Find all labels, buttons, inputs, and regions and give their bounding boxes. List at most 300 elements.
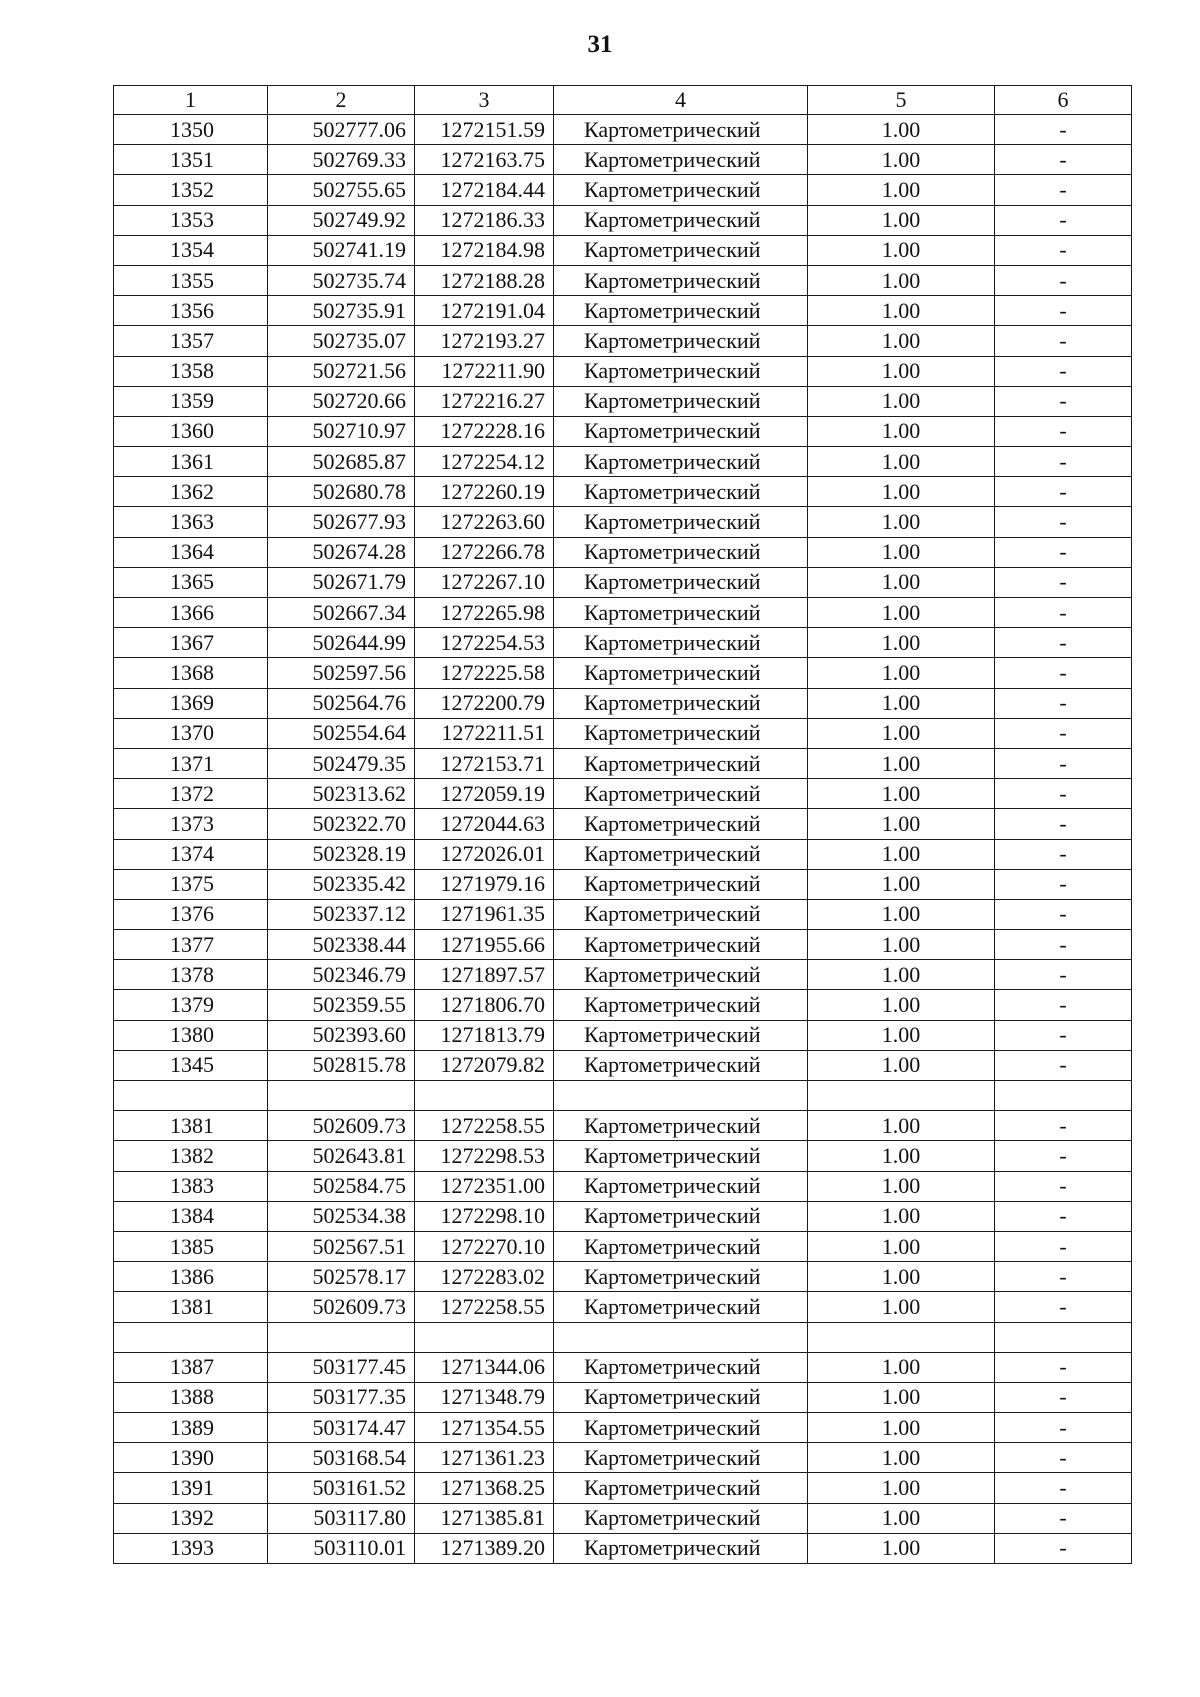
table-cell-col-4: Картометрический [554,175,808,205]
table-cell-col-3: 1272254.12 [415,447,554,477]
table-cell-col-5: 1.00 [808,1443,995,1473]
table-cell-col-5: 1.00 [808,899,995,929]
table-cell-col-3: 1272258.55 [415,1111,554,1141]
table-cell-col-3: 1272153.71 [415,748,554,778]
table-cell-col-5: 1.00 [808,386,995,416]
table-cell-col-4: Картометрический [554,1292,808,1322]
table-row [114,960,1132,990]
table-cell-col-2: 502674.28 [268,537,415,567]
table-cell-col-1: 1370 [114,718,268,748]
table-cell-col-3: 1272163.75 [415,145,554,175]
table-row [114,235,1132,265]
table-cell-col-1: 1365 [114,567,268,597]
table-cell-col-4: Картометрический [554,1201,808,1231]
table-cell-col-1: 1360 [114,416,268,446]
table-cell-col-2 [268,1322,415,1352]
table-cell-col-1: 1351 [114,145,268,175]
table-cell-col-4 [554,1081,808,1111]
table-row [114,1292,1132,1322]
table-cell-col-4: Картометрический [554,205,808,235]
table-cell-col-6: - [995,1111,1132,1141]
table-row [114,1050,1132,1080]
column-header-3: 3 [415,86,554,115]
table-cell-col-1: 1393 [114,1533,268,1563]
table-cell-col-6: - [995,598,1132,628]
table-cell-col-4: Картометрический [554,718,808,748]
table-cell-col-4: Картометрический [554,1141,808,1171]
table-cell-col-4: Картометрический [554,537,808,567]
table-cell-col-4: Картометрический [554,688,808,718]
table-cell-col-5: 1.00 [808,628,995,658]
table-cell-col-6: - [995,1262,1132,1292]
table-cell-col-3: 1271361.23 [415,1443,554,1473]
table-cell-col-2: 502313.62 [268,779,415,809]
table-cell-col-1: 1358 [114,356,268,386]
table-cell-col-1: 1386 [114,1262,268,1292]
table-row [114,839,1132,869]
table-cell-col-6: - [995,1020,1132,1050]
table-cell-col-2: 502671.79 [268,567,415,597]
table-cell-col-3: 1272283.02 [415,1262,554,1292]
table-row [114,658,1132,688]
table-cell-col-5: 1.00 [808,839,995,869]
table-cell-col-2: 502567.51 [268,1231,415,1261]
table-row [114,296,1132,326]
table-cell-col-5: 1.00 [808,1533,995,1563]
table-cell-col-1: 1390 [114,1443,268,1473]
table-cell-col-4: Картометрический [554,899,808,929]
table-cell-col-5: 1.00 [808,658,995,688]
table-cell-col-6: - [995,1382,1132,1412]
table-cell-col-3: 1272265.98 [415,598,554,628]
table-cell-col-2: 502328.19 [268,839,415,869]
table-cell-col-2: 502534.38 [268,1201,415,1231]
table-row [114,1111,1132,1141]
table-cell-col-4: Картометрический [554,447,808,477]
table-cell-col-3: 1271354.55 [415,1413,554,1443]
table-cell-col-5: 1.00 [808,537,995,567]
table-cell-col-6: - [995,930,1132,960]
table-cell-col-1: 1355 [114,265,268,295]
table-row [114,718,1132,748]
table-cell-col-5: 1.00 [808,416,995,446]
table-cell-col-5: 1.00 [808,598,995,628]
table-cell-col-2: 502564.76 [268,688,415,718]
table-cell-col-2: 502667.34 [268,598,415,628]
table-row [114,628,1132,658]
table-cell-col-2: 503117.80 [268,1503,415,1533]
table-cell-col-1: 1387 [114,1352,268,1382]
table-cell-col-2: 502644.99 [268,628,415,658]
table-row [114,447,1132,477]
table-cell-col-6: - [995,1533,1132,1563]
table-cell-col-1: 1380 [114,1020,268,1050]
table-cell-col-6: - [995,567,1132,597]
table-cell-col-2: 502335.42 [268,869,415,899]
table-cell-col-5: 1.00 [808,1201,995,1231]
table-row [114,930,1132,960]
table-cell-col-4: Картометрический [554,1413,808,1443]
table-cell-col-5: 1.00 [808,1292,995,1322]
table-row [114,1413,1132,1443]
table-cell-col-4: Картометрический [554,1533,808,1563]
table-row [114,1201,1132,1231]
table-cell-col-5 [808,1081,995,1111]
table-cell-col-4: Картометрический [554,598,808,628]
table-row [114,748,1132,778]
table-cell-col-6: - [995,1413,1132,1443]
table-cell-col-6: - [995,326,1132,356]
table-cell-col-4: Картометрический [554,658,808,688]
table-cell-col-5: 1.00 [808,1473,995,1503]
table-cell-col-1: 1359 [114,386,268,416]
table-cell-col-5: 1.00 [808,567,995,597]
table-row [114,990,1132,1020]
table-cell-col-1: 1392 [114,1503,268,1533]
table-cell-col-5: 1.00 [808,1413,995,1443]
table-cell-col-3: 1272211.90 [415,356,554,386]
table-cell-col-1: 1364 [114,537,268,567]
table-cell-col-1: 1361 [114,447,268,477]
table-cell-col-6: - [995,779,1132,809]
table-cell-col-6: - [995,1201,1132,1231]
table-cell-col-4: Картометрический [554,145,808,175]
table-row [114,115,1132,145]
table-cell-col-6: - [995,658,1132,688]
table-cell-col-3: 1272254.53 [415,628,554,658]
table-cell-col-1: 1376 [114,899,268,929]
table-row [114,1020,1132,1050]
table-cell-col-4: Картометрический [554,296,808,326]
table-cell-col-4: Картометрический [554,990,808,1020]
table-row [114,265,1132,295]
table-cell-col-2: 502755.65 [268,175,415,205]
table-cell-col-2: 503177.45 [268,1352,415,1382]
table-cell-col-5: 1.00 [808,779,995,809]
table-cell-col-1: 1367 [114,628,268,658]
table-cell-col-3: 1272200.79 [415,688,554,718]
table-cell-col-1: 1389 [114,1413,268,1443]
table-cell-col-2 [268,1081,415,1111]
table-row [114,1473,1132,1503]
table-row [114,598,1132,628]
column-header-1: 1 [114,86,268,115]
table-row [114,1171,1132,1201]
table-cell-col-2: 502680.78 [268,477,415,507]
table-cell-col-6: - [995,115,1132,145]
table-cell-col-5: 1.00 [808,1352,995,1382]
table-cell-col-3: 1271961.35 [415,899,554,929]
table-cell-col-2: 502777.06 [268,115,415,145]
table-row [114,1443,1132,1473]
table-row [114,688,1132,718]
table-cell-col-5: 1.00 [808,507,995,537]
table-cell-col-6: - [995,839,1132,869]
table-cell-col-1: 1388 [114,1382,268,1412]
table-cell-col-4: Картометрический [554,809,808,839]
table-cell-col-5 [808,1322,995,1352]
table-cell-col-3: 1272270.10 [415,1231,554,1261]
table-cell-col-3: 1272044.63 [415,809,554,839]
table-cell-col-6: - [995,205,1132,235]
table-cell-col-5: 1.00 [808,1382,995,1412]
table-cell-col-2: 502677.93 [268,507,415,537]
table-cell-col-1: 1377 [114,930,268,960]
table-row [114,1231,1132,1261]
table-cell-col-4: Картометрический [554,1111,808,1141]
table-cell-col-1: 1383 [114,1171,268,1201]
table-cell-col-3: 1272191.04 [415,296,554,326]
table-cell-col-3: 1272211.51 [415,718,554,748]
table-cell-col-6: - [995,1231,1132,1261]
table-cell-col-5: 1.00 [808,1171,995,1201]
table-cell-col-4: Картометрический [554,265,808,295]
table-row [114,899,1132,929]
table-cell-col-5: 1.00 [808,869,995,899]
table-cell-col-5: 1.00 [808,990,995,1020]
table-cell-col-3: 1271813.79 [415,1020,554,1050]
coordinates-table [113,85,1132,1564]
table-cell-col-5: 1.00 [808,235,995,265]
table-cell-col-2: 502322.70 [268,809,415,839]
table-cell-col-6: - [995,1503,1132,1533]
table-cell-col-5: 1.00 [808,265,995,295]
table-row [114,1503,1132,1533]
table-row [114,386,1132,416]
table-cell-col-3: 1272216.27 [415,386,554,416]
table-cell-col-4: Картометрический [554,1171,808,1201]
table-cell-col-5: 1.00 [808,175,995,205]
table-cell-col-2: 502346.79 [268,960,415,990]
table-cell-col-6: - [995,477,1132,507]
table-cell-col-3: 1272059.19 [415,779,554,809]
table-row [114,145,1132,175]
table-cell-col-6: - [995,175,1132,205]
table-cell-col-1: 1352 [114,175,268,205]
table-cell-col-4: Картометрический [554,869,808,899]
table-cell-col-1: 1379 [114,990,268,1020]
table-cell-col-2: 502735.07 [268,326,415,356]
table-cell-col-3: 1272263.60 [415,507,554,537]
table-row [114,175,1132,205]
table-row [114,537,1132,567]
page-number: 31 [587,31,613,58]
table-cell-col-3: 1272186.33 [415,205,554,235]
table-cell-col-2: 503110.01 [268,1533,415,1563]
table-row [114,1262,1132,1292]
table-cell-col-2: 502710.97 [268,416,415,446]
table-cell-col-6: - [995,990,1132,1020]
table-cell-col-4: Картометрический [554,1231,808,1261]
table-row [114,507,1132,537]
table-cell-col-4: Картометрический [554,235,808,265]
table-cell-col-4: Картометрический [554,779,808,809]
table-cell-col-6: - [995,235,1132,265]
table-cell-col-4: Картометрический [554,1443,808,1473]
table-cell-col-5: 1.00 [808,145,995,175]
table-cell-col-4: Картометрический [554,1503,808,1533]
table-cell-col-6: - [995,265,1132,295]
table-cell-col-6: - [995,386,1132,416]
table-cell-col-3: 1272260.19 [415,477,554,507]
table-cell-col-3: 1272266.78 [415,537,554,567]
table-cell-col-2: 502479.35 [268,748,415,778]
table-cell-col-1: 1385 [114,1231,268,1261]
table-cell-col-2: 502735.74 [268,265,415,295]
table-cell-col-4: Картометрический [554,507,808,537]
table-cell-col-2: 503177.35 [268,1382,415,1412]
table-cell-col-6: - [995,1050,1132,1080]
table-cell-col-4: Картометрический [554,1020,808,1050]
table-cell-col-1: 1357 [114,326,268,356]
table-cell-col-5: 1.00 [808,688,995,718]
table-cell-col-6: - [995,296,1132,326]
table-row [114,1322,1132,1352]
table-cell-col-4: Картометрический [554,748,808,778]
table-cell-col-5: 1.00 [808,1231,995,1261]
table-cell-col-1: 1366 [114,598,268,628]
table-cell-col-1: 1362 [114,477,268,507]
table-cell-col-2: 502393.60 [268,1020,415,1050]
table-cell-col-1: 1391 [114,1473,268,1503]
table-cell-col-2: 503161.52 [268,1473,415,1503]
table-cell-col-5: 1.00 [808,356,995,386]
table-cell-col-4 [554,1322,808,1352]
table-cell-col-4: Картометрический [554,115,808,145]
table-cell-col-6: - [995,145,1132,175]
table-cell-col-2: 502338.44 [268,930,415,960]
table-row [114,1081,1132,1111]
table-cell-col-3: 1272267.10 [415,567,554,597]
table-cell-col-6: - [995,869,1132,899]
table-cell-col-3: 1271897.57 [415,960,554,990]
table-cell-col-6: - [995,748,1132,778]
table-row [114,1141,1132,1171]
table-cell-col-2: 502720.66 [268,386,415,416]
table-cell-col-6: - [995,718,1132,748]
table-cell-col-3: 1271955.66 [415,930,554,960]
table-cell-col-5: 1.00 [808,1141,995,1171]
table-cell-col-5: 1.00 [808,296,995,326]
column-header-4: 4 [554,86,808,115]
table-cell-col-1: 1363 [114,507,268,537]
column-header-5: 5 [808,86,995,115]
table-cell-col-2: 502769.33 [268,145,415,175]
table-row [114,477,1132,507]
table-cell-col-1: 1374 [114,839,268,869]
table-cell-col-1: 1350 [114,115,268,145]
table-cell-col-2: 502741.19 [268,235,415,265]
table-row [114,356,1132,386]
table-cell-col-1: 1381 [114,1292,268,1322]
table-cell-col-2: 503168.54 [268,1443,415,1473]
table-cell-col-4: Картометрический [554,1352,808,1382]
table-cell-col-3: 1272351.00 [415,1171,554,1201]
table-row [114,205,1132,235]
table-cell-col-2: 502735.91 [268,296,415,326]
table-cell-col-5: 1.00 [808,115,995,145]
table-cell-col-4: Картометрический [554,839,808,869]
table-cell-col-3: 1271385.81 [415,1503,554,1533]
table-cell-col-4: Картометрический [554,567,808,597]
table-cell-col-4: Картометрический [554,356,808,386]
table-cell-col-5: 1.00 [808,1111,995,1141]
table-cell-col-4: Картометрический [554,326,808,356]
column-header-6: 6 [995,86,1132,115]
table-cell-col-6: - [995,356,1132,386]
table-row [114,1382,1132,1412]
table-cell-col-2: 502721.56 [268,356,415,386]
table-cell-col-6: - [995,809,1132,839]
table-cell-col-4: Картометрический [554,628,808,658]
table-cell-col-3: 1271348.79 [415,1382,554,1412]
table-cell-col-1: 1368 [114,658,268,688]
table-cell-col-3: 1272298.53 [415,1141,554,1171]
table-cell-col-6: - [995,1443,1132,1473]
table-cell-col-3: 1272184.98 [415,235,554,265]
table-cell-col-6: - [995,1292,1132,1322]
table-row [114,809,1132,839]
table-cell-col-3: 1272079.82 [415,1050,554,1080]
column-header-2: 2 [268,86,415,115]
table-cell-col-3 [415,1322,554,1352]
table-cell-col-6: - [995,416,1132,446]
table-cell-col-2: 502685.87 [268,447,415,477]
table-cell-col-3: 1272298.10 [415,1201,554,1231]
table-cell-col-3: 1271368.25 [415,1473,554,1503]
table-cell-col-3: 1272026.01 [415,839,554,869]
table-cell-col-3: 1272184.44 [415,175,554,205]
table-cell-col-2: 502609.73 [268,1111,415,1141]
table-cell-col-2: 502578.17 [268,1262,415,1292]
table-row [114,567,1132,597]
table-cell-col-2: 502643.81 [268,1141,415,1171]
table-body [114,115,1132,1564]
table-cell-col-5: 1.00 [808,326,995,356]
table-row [114,869,1132,899]
table-cell-col-6: - [995,507,1132,537]
table-cell-col-5: 1.00 [808,205,995,235]
table-cell-col-1: 1354 [114,235,268,265]
table-cell-col-6: - [995,628,1132,658]
table-header-row [114,86,1132,115]
table-cell-col-6 [995,1322,1132,1352]
table-cell-col-1: 1345 [114,1050,268,1080]
table-cell-col-1: 1372 [114,779,268,809]
table-cell-col-1: 1356 [114,296,268,326]
table-cell-col-6 [995,1081,1132,1111]
table-cell-col-1 [114,1322,268,1352]
table-cell-col-1: 1375 [114,869,268,899]
table-cell-col-6: - [995,1352,1132,1382]
table-cell-col-5: 1.00 [808,809,995,839]
table-cell-col-3: 1272225.58 [415,658,554,688]
table-row [114,779,1132,809]
table-cell-col-5: 1.00 [808,1503,995,1533]
table-cell-col-2: 503174.47 [268,1413,415,1443]
table-cell-col-6: - [995,960,1132,990]
table-cell-col-5: 1.00 [808,1262,995,1292]
table-cell-col-2: 502597.56 [268,658,415,688]
table-cell-col-4: Картометрический [554,386,808,416]
table-cell-col-4: Картометрический [554,477,808,507]
table-cell-col-3 [415,1081,554,1111]
table-cell-col-4: Картометрический [554,930,808,960]
table-cell-col-6: - [995,1473,1132,1503]
table-cell-col-1: 1353 [114,205,268,235]
table-cell-col-4: Картометрический [554,416,808,446]
table-cell-col-5: 1.00 [808,1050,995,1080]
